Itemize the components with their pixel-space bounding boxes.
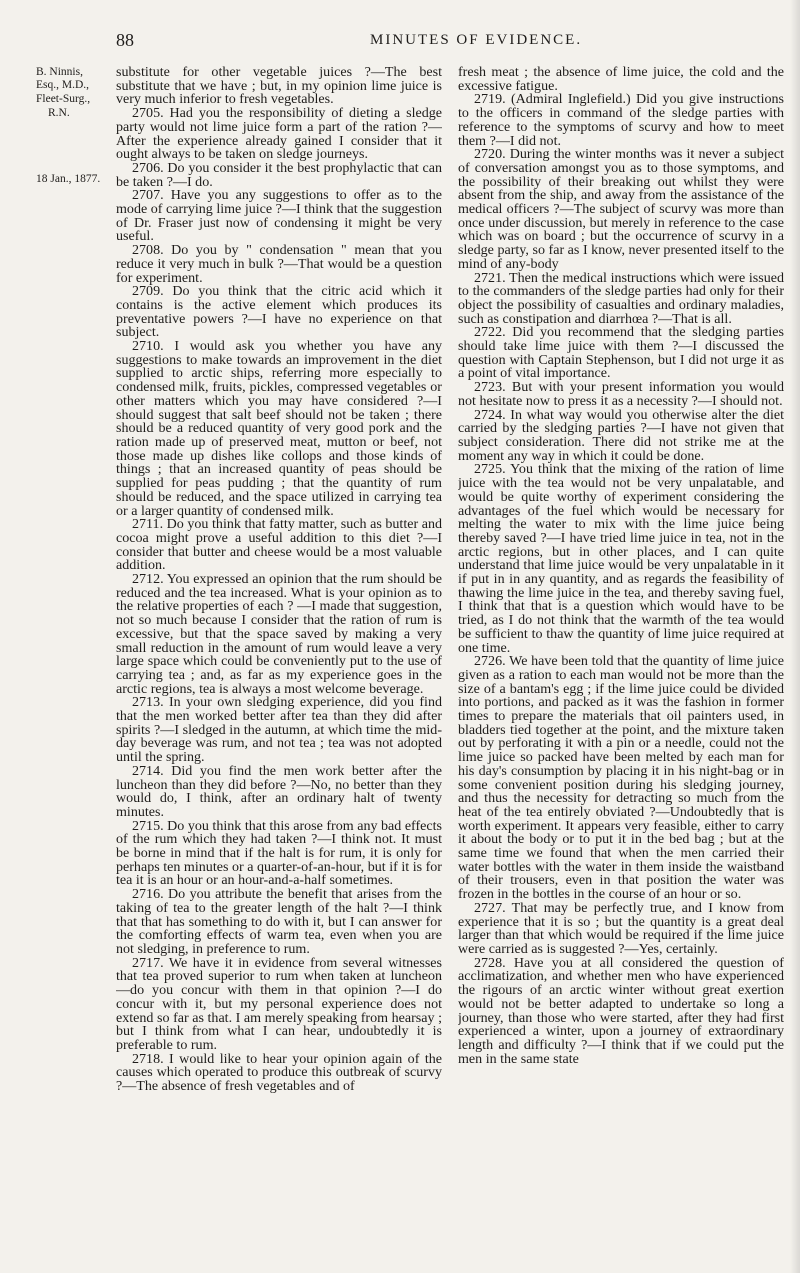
- left-column: [116, 66, 442, 1246]
- paragraph: 2706. Do you consider it the best prophylactic that can be taken ?—I do.: [116, 159, 442, 190]
- witness-title: Esq., M.D.,: [36, 79, 90, 91]
- paragraph: 2712. You expressed an opinion that the rum should be reduced and the tea increased. What is your opinion as to the relative properties of each ? —I made that suggestion, not so much because I consider that the ration of rum is excessive, but that the space saved by making a very small reduction in the amount of rum would leave a very large space which could be conveniently put to the use of carrying tea ; and, as far as my experience goes in the arctic regions, tea is always a most welcome beverage.: [116, 571, 442, 697]
- paragraph: 2722. Did you recommend that the sledging parties should take lime juice with them ?—I discussed the question with Captain Stephenson, but I did not urge it as a point of vital importance.: [458, 324, 784, 382]
- witness-service: R.N.: [48, 107, 70, 119]
- paragraph: 2705. Had you the responsibility of dieting a sledge party would not lime juice form a part of the ration ?—After the experience already gained I consider that it ought always to be taken on sledge journeys.: [116, 105, 442, 163]
- paragraph: 2723. But with your present information you would not hesitate now to press it as a necessity ?—I should not.: [458, 379, 784, 409]
- paragraph: 2726. We have been told that the quantity of lime juice given as a ration to each man would not be more than the size of a bantam's egg ; if the lime juice could be divided into portions, and packed as it was the fashion in former times to prepare the materials that oil painters used, in bladders tied together at the point, and the mixture taken out by perforating it with a pin or a needle, could not the lime juice so packed have been melted by each man for his day's consumption by placing it in his night-bag or in some convenient position during his sledging journey, and thus the necessity for detracting so much from the heat of the tea entirely obviated ?—Undoubtedly that is worth experiment. It appears very feasible, either to carry it about the body or to put it in the bed bag ; but at the same time we found that when the men carried their water bottles with the water in them inside the waistband of their trousers, even in that position the water was frozen in the bottles in the course of an hour or so.: [458, 653, 784, 903]
- page-header: [0, 30, 800, 54]
- witness-rank: Fleet-Surg.,: [36, 93, 91, 105]
- witness-name: B. Ninnis,: [36, 66, 83, 78]
- paragraph: 2724. In what way would you otherwise alter the diet carried by the sledging parties ?—I have not given that subject consideration. There did not strike me at the moment any way in which it could be done.: [458, 406, 784, 464]
- paragraph: 2728. Have you at all considered the question of acclimatization, and whether men who have experienced the rigours of an arctic winter without great exertion would not be better adapted to undertake so long a journey, than those who were started, after they had first experienced a winter, upon a journey of extraordinary length and difficulty ?—I think that if we could put the men in the same state: [458, 954, 784, 1067]
- paragraph: 2707. Have you any suggestions to offer as to the mode of carrying lime juice ?—I think that the suggestion of Dr. Fraser just now of condensing it might be very useful.: [116, 187, 442, 245]
- paragraph: 2715. Do you think that this arose from any bad effects of the rum which they had taken ?—I think not. It must be borne in mind that if the halt is for rum, it is only for perhaps ten minutes or a quarter-of-an-hour, but if it is for tea it is an hour or an hour-and-a-half sometimes.: [116, 817, 442, 889]
- paragraph: 2710. I would ask you whether you have any suggestions to make towards an improvement in the diet supplied to arctic ships, referring more especially to condensed milk, fruits, pickles, compressed vegetables or other matters which you may have considered ?—I should suggest that salt beef should not be taken ; there should be a reduced quantity of very good pork and the ration made up of preserved meat, mutton or beef, not those made up dishes like collops and those kinds of things ; that an increased quantity of peas should be supplied for peas pudding ; that the quantity of rum should be reduced, and the space utilized in carrying tea or a larger quantity of condensed milk.: [116, 338, 442, 519]
- paragraph: 2709. Do you think that the citric acid which it contains is the active element which produces its preventative powers ?—I have no experience on that subject.: [116, 283, 442, 341]
- paragraph: 2717. We have it in evidence from several witnesses that tea proved superior to rum when taken at luncheon —do you concur with them in that opinion ?—I do concur with it, but my personal experience does not extend so far as that. I am merely speaking from hearsay ; but I think from what I can hear, undoubtedly it is preferable to rum.: [116, 954, 442, 1053]
- paragraph: 2721. Then the medical instructions which were issued to the commanders of the sledge parties had only for their object the possibility of casualties and ordinary maladies, such as constipation and diarrhœa ?—That is all.: [458, 269, 784, 327]
- paragraph: 2727. That may be perfectly true, and I know from experience that it is so ; but the quantity is a great deal larger than that which would be required if the lime juice were carried as is suggested ?—Yes, certainly.: [458, 899, 784, 957]
- running-title: MINUTES OF EVIDENCE.: [370, 32, 583, 48]
- evidence-date: 18 Jan., 1877.: [36, 173, 101, 185]
- paragraph: 2714. Did you find the men work better after the luncheon than they did before ?—No, no better than they would do, I think, after an ordinary halt of twenty minutes.: [116, 762, 442, 820]
- paragraph: 2719. (Admiral Inglefield.) Did you give instructions to the officers in command of the sledge parties with reference to the symptoms of scurvy and how to meet them ?—I did not.: [458, 91, 784, 149]
- paragraph: 2718. I would like to hear your opinion again of the causes which operated to produce this outbreak of scurvy ?—The absence of fresh vegetables and of: [116, 1050, 442, 1095]
- paragraph: 2725. You think that the mixing of the ration of lime juice with the tea would not be very unpalatable, and would be quite worthy of experiment considering the advantages of the fuel which would be necessary for melting the water to mix with the lime juice being thereby saved ?—I have tried lime juice in tea, not in the arctic regions, but in other places, and I can quite understand that lime juice would be very unpalatable in it if put in in any quantity, and as regards the feasibility of thawing the lime juice in the tea, and thereby saving fuel, I think that that is a question which would have to be tried, as I do not think that the warmth of the tea would be sufficient to thaw the quantity of lime juice required at one time.: [458, 461, 784, 656]
- paragraph: 2708. Do you by " condensation " mean that you reduce it very much in bulk ?—That would be a question for experiment.: [116, 242, 442, 286]
- paragraph: fresh meat ; the absence of lime juice, the cold and the excessive fatigue.: [458, 66, 784, 94]
- right-column: [458, 66, 784, 1246]
- paragraph: substitute for other vegetable juices ?—The best substitute that we have ; but, in my opinion lime juice is very much inferior to fresh vegetables.: [116, 66, 442, 108]
- page-edge-shadow: [790, 0, 800, 1273]
- paragraph: 2713. In your own sledging experience, did you find that the men worked better after tea than they did after spirits ?—I sledged in the autumn, at which time the mid-day beverage was rum, and not tea ; tea was not adopted until the spring.: [116, 694, 442, 766]
- page-number: 88: [116, 30, 134, 50]
- paragraph: 2720. During the winter months was it never a subject of conversation amongst you as to those symptoms, and the possibility of their breaking out whilst they were absent from the ship, and away from the assistance of the medical officers ?—The subject of scurvy was more than once under discussion, but merely in reference to the case which was on board ; but the occurrence of scurvy in a sledge party, so far as I know, never presented itself to the mind of any-body: [458, 146, 784, 272]
- paragraph: 2716. Do you attribute the benefit that arises from the taking of tea to the greater length of the halt ?—I think that that has something to do with it, but I can answer for the comforting effects of warm tea, even when you are not sledging, in preference to rum.: [116, 886, 442, 957]
- paragraph: 2711. Do you think that fatty matter, such as butter and cocoa might prove a useful addition to this diet ?—I consider that butter and cheese would be a most valuable addition.: [116, 516, 442, 574]
